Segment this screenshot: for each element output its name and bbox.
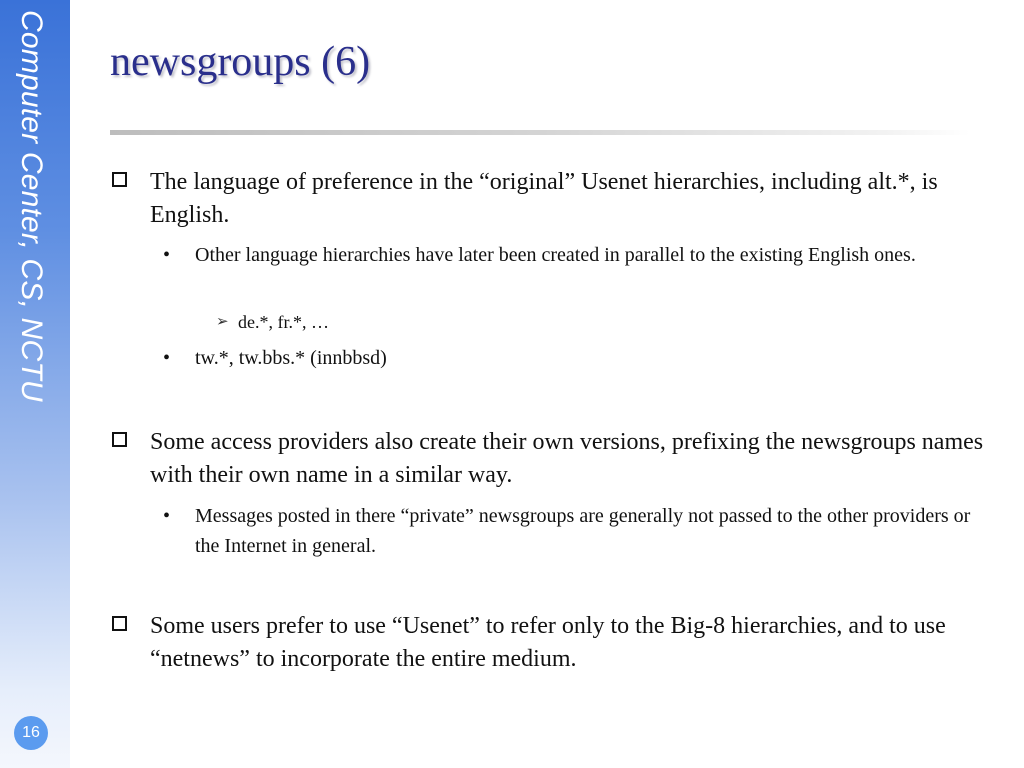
sidebar (0, 0, 70, 768)
bullet-3 (150, 610, 990, 676)
bullet-dot-icon: • (163, 347, 171, 369)
hollow-square-icon (112, 616, 127, 631)
bullet-3-text: Some users prefer to use “Usenet” to refer only to the Big-8 hierarchies, and to use “netnews” to incorporate the entire medium. (150, 613, 946, 672)
bullet-2-sub-1-text: Messages posted in there “private” newsgroups are generally not passed to the other providers or the Internet in general. (195, 505, 971, 557)
bullet-dot-icon: • (163, 505, 171, 527)
bullet-dot-icon: • (163, 244, 171, 266)
bullet-1-sub-2-text: tw.*, tw.bbs.* (innbbsd) (195, 347, 387, 369)
slide-title: newsgroups (6) (110, 39, 371, 85)
bullet-1-sub-1-sub-1 (216, 309, 938, 335)
bullet-1 (150, 166, 990, 232)
bullet-2-text: Some access providers also create their own versions, prefixing the newsgroups names with their own name in a similar way. (150, 429, 984, 488)
hollow-square-icon (112, 172, 127, 187)
bullet-1-sub-1-sub-1-text: de.*, fr.*, … (238, 312, 329, 332)
bullet-1-sub-1-text: Other language hierarchies have later been created in parallel to the existing English ones. (195, 244, 916, 266)
title-divider (110, 130, 970, 135)
bullet-2-sub-1 (163, 501, 985, 561)
bullet-1-sub-2 (163, 343, 985, 373)
bullet-1-sub-1 (163, 240, 985, 270)
arrowhead-icon: ➢ (216, 314, 229, 330)
bullet-1-text: The language of preference in the “original” Usenet hierarchies, including alt.*, is English. (150, 169, 938, 228)
hollow-square-icon (112, 432, 127, 447)
page-number-badge: 16 (14, 716, 48, 750)
sidebar-title: Computer Center, CS, NCTU (15, 10, 48, 402)
bullet-2 (150, 426, 990, 492)
